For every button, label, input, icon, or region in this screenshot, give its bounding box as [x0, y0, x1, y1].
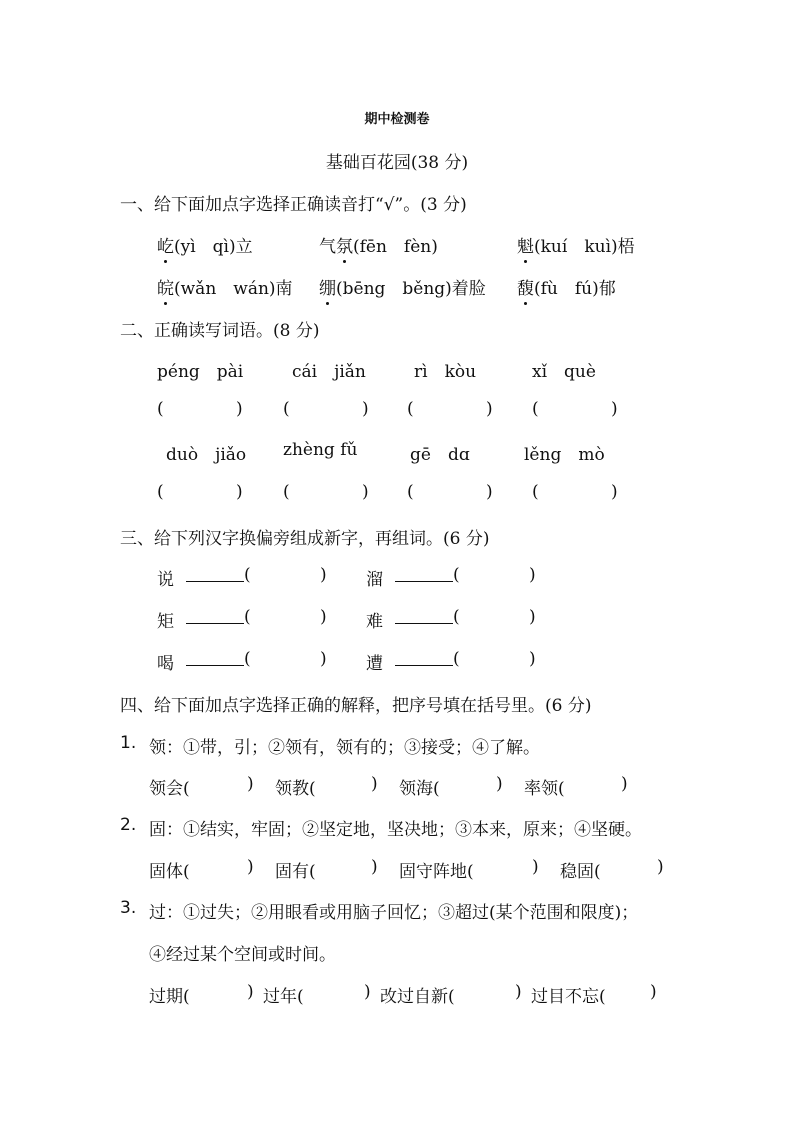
q3-char: 难	[366, 612, 383, 632]
word-label: 过年(	[263, 987, 304, 1007]
fill-blank[interactable]	[186, 608, 244, 624]
sub-question-number: 1.	[120, 733, 137, 753]
answer-paren-close: )	[611, 399, 618, 419]
answer-paren-open: (	[157, 399, 164, 419]
q1-item: 魁(kuí kuì)梧	[517, 232, 635, 257]
word-label: 固守阵地(	[399, 862, 474, 882]
answer-paren-close: )	[236, 482, 243, 502]
answer-paren-open: (	[407, 399, 414, 419]
answer-paren-close: )	[515, 982, 522, 1002]
answer-paren-close: )	[529, 565, 536, 585]
fill-blank[interactable]	[395, 566, 453, 582]
answer-paren-open: (	[244, 607, 251, 627]
answer-paren-open: (	[157, 482, 164, 502]
q1-item: 屹(yì qì)立	[157, 232, 253, 257]
pinyin-label: lěng mò	[524, 445, 605, 465]
word-label: 领教(	[275, 779, 316, 799]
definition-text: 过：①过失；②用眼看或用脑子回忆；③超过(某个范围和限度)；	[149, 903, 639, 923]
dotted-char: 馥	[517, 274, 534, 299]
answer-paren-close: )	[320, 607, 327, 627]
fill-blank[interactable]	[186, 650, 244, 666]
fill-blank[interactable]	[186, 566, 244, 582]
answer-paren-close: )	[529, 607, 536, 627]
q3-heading: 三、给下列汉字换偏旁组成新字，再组词。(6 分)	[120, 529, 490, 549]
answer-paren-close: )	[650, 982, 657, 1002]
answer-paren-close: )	[362, 482, 369, 502]
fill-blank[interactable]	[395, 608, 453, 624]
answer-paren-open: (	[244, 565, 251, 585]
answer-paren-open: (	[283, 482, 290, 502]
pinyin-label: cái jiǎn	[292, 362, 366, 382]
pinyin-label: xǐ què	[532, 362, 596, 382]
pinyin-label: gē dɑ	[410, 445, 470, 465]
answer-paren-close: )	[371, 774, 378, 794]
answer-paren-close: )	[364, 982, 371, 1002]
word-label: 固有(	[275, 862, 316, 882]
answer-paren-open: (	[532, 399, 539, 419]
q3-char: 溜	[366, 570, 383, 590]
answer-paren-close: )	[532, 857, 539, 877]
answer-paren-close: )	[362, 399, 369, 419]
sub-question-number: 3.	[120, 898, 137, 918]
q3-char: 遭	[366, 654, 383, 674]
fill-blank[interactable]	[395, 650, 453, 666]
answer-paren-close: )	[621, 774, 628, 794]
answer-paren-close: )	[529, 649, 536, 669]
pinyin-label: duò jiǎo	[166, 445, 247, 465]
answer-paren-close: )	[486, 399, 493, 419]
word-label: 改过自新(	[380, 987, 455, 1007]
word-label: 稳固(	[560, 862, 601, 882]
answer-paren-close: )	[496, 774, 503, 794]
sub-question-number: 2.	[120, 815, 137, 835]
definition-text: ④经过某个空间或时间。	[149, 945, 336, 965]
definition-text: 固：①结实，牢固；②坚定地，坚决地；③本来，原来；④坚硬。	[149, 820, 642, 840]
dotted-char: 屹	[157, 232, 174, 257]
definition-text: 领：①带，引；②领有，领有的；③接受；④了解。	[149, 738, 540, 758]
answer-paren-open: (	[453, 607, 460, 627]
answer-paren-open: (	[453, 649, 460, 669]
answer-paren-close: )	[247, 857, 254, 877]
answer-paren-open: (	[244, 649, 251, 669]
word-label: 固体(	[149, 862, 190, 882]
word-label: 领会(	[149, 779, 190, 799]
answer-paren-close: )	[320, 649, 327, 669]
q3-char: 矩	[157, 612, 174, 632]
dotted-char: 皖	[157, 274, 174, 299]
q3-char: 喝	[157, 654, 174, 674]
answer-paren-close: )	[486, 482, 493, 502]
word-label: 过目不忘(	[531, 987, 606, 1007]
answer-paren-open: (	[532, 482, 539, 502]
answer-paren-close: )	[320, 565, 327, 585]
q1-item: 皖(wǎn wán)南	[157, 274, 293, 299]
answer-paren-close: )	[371, 857, 378, 877]
answer-paren-close: )	[611, 482, 618, 502]
q2-heading: 二、正确读写词语。(8 分)	[120, 321, 320, 341]
answer-paren-open: (	[407, 482, 414, 502]
dotted-char: 氛	[336, 232, 353, 257]
page-title: 期中检测卷	[364, 112, 430, 127]
q1-item: 气氛(fēn fèn)	[319, 232, 438, 257]
dotted-char: 绷	[319, 274, 336, 299]
answer-paren-open: (	[283, 399, 290, 419]
pinyin-label: péng pài	[157, 362, 244, 382]
section-subtitle: 基础百花园(38 分)	[325, 153, 469, 173]
answer-paren-open: (	[453, 565, 460, 585]
pinyin-label: rì kòu	[414, 362, 477, 382]
q1-heading: 一、给下面加点字选择正确读音打“√”。(3 分)	[120, 195, 467, 215]
dotted-char: 魁	[517, 232, 534, 257]
q1-item: 绷(bēng běng)着脸	[319, 274, 486, 299]
word-label: 过期(	[149, 987, 190, 1007]
answer-paren-close: )	[247, 982, 254, 1002]
q4-heading: 四、给下面加点字选择正确的解释，把序号填在括号里。(6 分)	[120, 696, 592, 716]
q3-char: 说	[157, 570, 174, 590]
answer-paren-close: )	[247, 774, 254, 794]
pinyin-label: zhèng fǔ	[283, 440, 358, 460]
word-label: 率领(	[524, 779, 565, 799]
q1-item: 馥(fù fú)郁	[517, 274, 616, 299]
answer-paren-close: )	[236, 399, 243, 419]
answer-paren-close: )	[657, 857, 664, 877]
word-label: 领海(	[399, 779, 440, 799]
